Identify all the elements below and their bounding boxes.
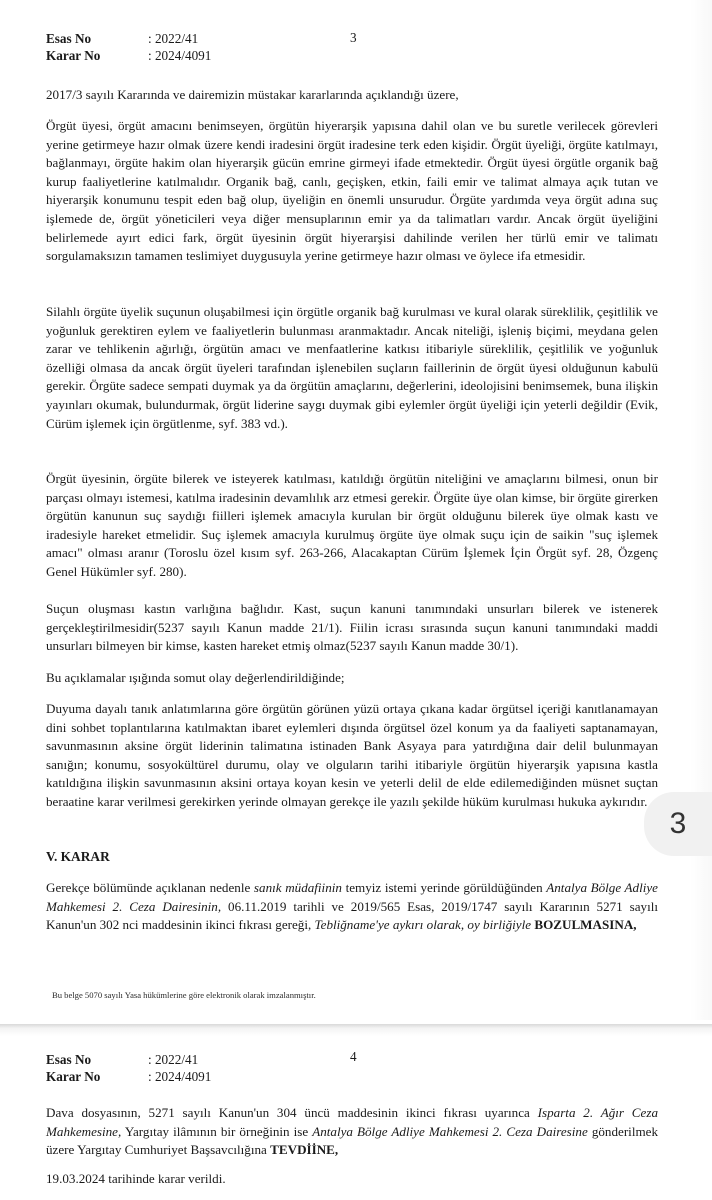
paragraph-intent-law: Suçun oluşması kastın varlığına bağlıdır. Kast, suçun kanuni tanımındaki unsurları bilerek ve istenerek gerçekleştirilmesidir(5237 sayılı Kanun madde 21/1). Fiilin icrası sırasında suçun kanuni tanımındaki maddi unsurları bilmeyen bir kimse, kasten hareket etmiş olmaz(5237 sayılı Kanun madde 30/1). xyxy=(46,601,658,654)
karar-italic-1: sanık müdafiinin xyxy=(253,880,342,895)
paragraph-membership-definition: Örgüt üyesi, örgüt amacını benimseyen, örgütün hiyerarşik yapısına dahil olan ve bu suretle verilecek görevleri yerine getirmeye hazır olmak üzere kendi iradesini örgüt iradesine terk eden kişidir. Örgüt üyeliği, örgüte katılmayı, bağlanmayı, örgüte hakim olan hiyerarşik gücün emrine girmeyi ifade etmektedir. Örgüt üyesi örgütle organik bağ kurup faaliyetlerine katılmalıdır. Organik bağ, canlı, geçişken, etkin, faili emir ve talimat almaya açık tutan ve hiyerarşik konumunu tespit eden bağ olup, üyeliğin en önemli unsurudur. Örgüte yardımda veya örgüt adına suç işlemede de, örgüt yöneticileri veya diğer mensuplarının emir ya da talimatları vardır. Ancak örgüt üyeliğini belirlemede ayırt edici fark, örgüt üyesinin örgüt hiyerarşisi dahilinde verilen her türlü emir ve talimatı sorgulamaksızın tamamen teslimiyet duygusuyla yerine getirmeye hazır olması ve öylece ifa etmesidir. xyxy=(46,118,658,264)
esas-label: Esas No xyxy=(46,1052,92,1067)
paragraph-evaluation-intro: Bu açıklamalar ışığında somut olay değerlendirildiğinde; xyxy=(46,670,345,685)
decision-date: 19.03.2024 tarihinde karar verildi. xyxy=(46,1171,226,1186)
karar-paragraph xyxy=(46,879,658,935)
karar-italic-3: Tebliğname'ye aykırı olarak, oy birliğiyle xyxy=(314,917,532,933)
karar-text-2: temyiz istemi yerinde görüldüğünden xyxy=(341,880,547,895)
karar-label: Karar No xyxy=(46,48,101,63)
tevdi-text-3: gönderilmek üzere Yargıtay Cumhuriyet Başsavcılığına xyxy=(46,1123,659,1158)
e-signature-footnote: Bu belge 5070 sayılı Yasa hükümlerine göre elektronik olarak imzalanmıştır. xyxy=(52,990,316,1000)
paragraph-evaluation: Duyuma dayalı tanık anlatımlarına göre örgütün görünen yüzü ortaya çıkana kadar örgütsel içeriği kanıtlanamayan dini sohbet toplantılarına katılmaktan ibaret eylemleri dışında örgütsel özel konum ya da faaliyeti saptanamayan, savunmasının aksine örgüt liderinin talimatına istinaden Bank Asyaya para yatırdığına dair delil bulunmayan sanığın; konumu, sosyokültürel durumu, olay ve olguların tarihi itibariyle örgütün hiyerarşik yapısına kastla katıldığına ilişkin savunmasının aksini ortaya koyan kesin ve yeterli delil de elde edilemediğinden müsnet suçtan beraatine karar verilmesi gerekirken yerinde olmayan gerekçe ile yazılı şekilde hüküm kurulması hukuka aykırıdır. xyxy=(46,701,658,809)
case-header-page4 xyxy=(46,1051,211,1085)
page-edge-shadow xyxy=(690,0,712,1020)
karar-italic-2: Antalya Bölge Adliye Mahkemesi 2. Ceza Dairesinin, xyxy=(46,880,658,914)
esas-label: Esas No xyxy=(46,31,92,46)
tevdi-italic-2: Antalya Bölge Adliye Mahkemesi 2. Ceza Dairesine xyxy=(312,1123,588,1139)
tevdi-italic-1: Isparta 2. Ağır Ceza Mahkemesine, xyxy=(46,1105,658,1139)
section-heading: V. KARAR xyxy=(46,849,110,864)
karar-text-3: 06.11.2019 tarihli ve 2019/565 Esas, 2019/1747 sayılı Kararının 5271 sayılı Kanun'un 302 nci maddesinin ikinci fıkrası gereği, xyxy=(46,898,658,933)
intro-paragraph: 2017/3 sayılı Kararında ve dairemizin müstakar kararlarında açıklandığı üzere, xyxy=(46,87,459,102)
tevdi-text-1: Dava dosyasının, 5271 sayılı Kanun'un 304 üncü maddesinin ikinci fıkrası uyarınca xyxy=(46,1105,538,1120)
tevdi-bold: TEVDİİNE, xyxy=(270,1142,339,1158)
karar-bold-decision: BOZULMASINA, xyxy=(531,917,637,933)
paragraph-organic-bond: Silahlı örgüte üyelik suçunun oluşabilmesi için örgütle organik bağ kurulması ve kural olarak süreklilik, çeşitlilik ve yoğunluk gerektiren eylem ve faaliyetlerin bulunması aranmaktadır. Ancak niteliği, işleniş biçimi, meydana gelen zarar ve tehlikenin ağırlığı, örgütün amacı ve menfaatlerine katkısı itibariyle süreklilik, çeşitlilik ve yoğunluk özelliği olmasa da ancak örgüt üyeleri tarafından işlenebilen suçların faillerinin de örgüt üyesi olduğunun kabulü gerekir. Örgüte sadece sempati duymak ya da örgütün amaçlarını, değerlerini, ideolojisini benimsemek, buna ilişkin yayınları okumak, bulundurmak, örgüt liderine saygı duymak gibi eylemler örgüt üyeliği için yeterli değildir (Evik, Cürüm işlemek için örgütlenme, syf. 383 vd.). xyxy=(46,304,658,431)
tevdi-paragraph xyxy=(46,1104,658,1160)
page-number: 4 xyxy=(350,1049,357,1064)
esas-value: : 2022/41 xyxy=(148,1052,199,1067)
karar-value: : 2024/4091 xyxy=(148,1069,212,1084)
page-number: 3 xyxy=(350,30,357,45)
case-header xyxy=(46,30,211,64)
esas-value: : 2022/41 xyxy=(148,31,199,46)
page-divider-fade xyxy=(0,1028,712,1036)
tevdi-text-2: Yargıtay ilâmının bir örneğinin ise xyxy=(121,1123,313,1139)
karar-label: Karar No xyxy=(46,1069,101,1084)
page-margin-badge: 3 xyxy=(644,792,712,856)
paragraph-intent-to-join: Örgüt üyesinin, örgüte bilerek ve isteyerek katılması, katıldığı örgütün niteliğini ve amaçlarını bilmesi, onun bir parçası olmayı istemesi, katılma iradesinin devamlılık arz etmesi gerekir. Örgüte üye olan kimse, bir örgüte girerken örgütün kanunun suç saydığı fiilleri işlemek amacıyla kurulan bir örgüt olduğunu bilerek üye olmak kastı ve iradesiyle hareket etmelidir. Suç işlemek amacıyla kurulmuş örgüte üye olmak suçu için de saikin "suç işlemek amacı" olması aranır (Toroslu özel kısım syf. 263-266, Alacakaptan Cürüm İşlemek İçin Örgüt syf. 28, Özgenç Genel Hükümler syf. 280). xyxy=(46,471,658,579)
karar-value: : 2024/4091 xyxy=(148,48,212,63)
karar-text-1: Gerekçe bölümünde açıklanan nedenle xyxy=(46,880,254,895)
